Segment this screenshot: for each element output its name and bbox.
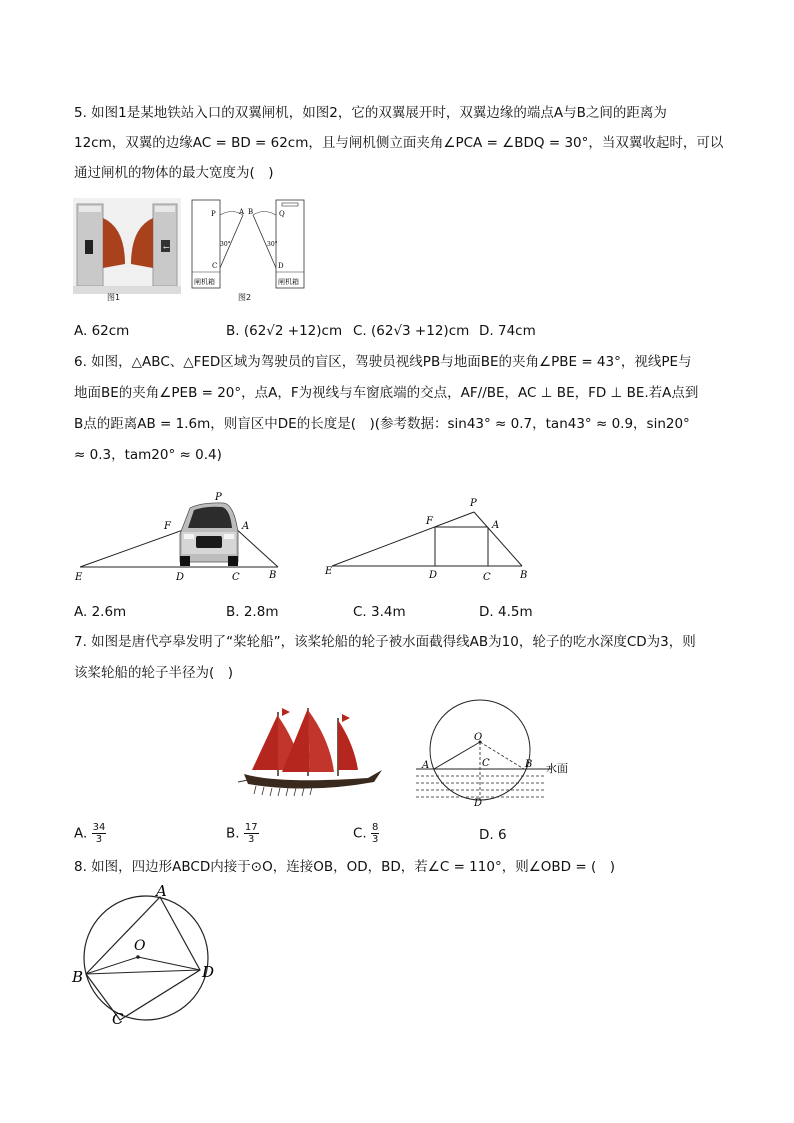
q6-option-b: B. 2.8m (226, 604, 279, 620)
q8-label-A: A (156, 884, 167, 900)
q8-label-D: D (202, 963, 215, 981)
q5-option-c: C. (62√3 +12)cm (353, 323, 470, 339)
q5-label-P: P (211, 210, 216, 218)
q7-option-c-numerator: 8 (372, 822, 379, 833)
q5-label-angle-left: 30° (220, 241, 231, 248)
q6-option-d: D. 4.5m (479, 604, 533, 620)
q7-option-c-letter: C. (353, 825, 367, 842)
q5-figure-1-turnstile (73, 198, 181, 294)
q5-option-b: B. (62√2 +12)cm (226, 323, 343, 339)
q7-line-2: 该桨轮船的轮子半径为( ) (74, 665, 234, 681)
q7-label-B: B (525, 759, 533, 770)
q6-car-label-D: D (176, 572, 185, 583)
q5-label-D: D (278, 262, 284, 270)
q7-option-d-letter: D. (479, 827, 494, 843)
q7-label-O: O (474, 732, 483, 743)
q7-option-d (479, 825, 507, 845)
q5-figure-2-diagram (186, 196, 306, 292)
q6-diag-label-E: E (325, 566, 333, 577)
q8-line-1: 8. 如图，四边形ABCD内接于⊙O，连接OB，OD，BD，若∠C = 110°，则∠OBD = ( ) (74, 859, 616, 875)
q5-label-box-right: 闸机箱 (278, 278, 299, 286)
q6-diag-label-B: B (520, 570, 528, 581)
q7-label-water: 水面 (546, 762, 568, 775)
q7-option-b-letter: B. (226, 825, 240, 842)
q7-option-a-numerator: 34 (92, 822, 106, 833)
q6-option-a: A. 2.6m (74, 604, 127, 620)
q7-figure-wheel-diagram (412, 698, 582, 808)
q7-option-c (353, 822, 379, 845)
q6-diag-label-D: D (429, 570, 438, 581)
q7-option-c-denominator: 3 (372, 834, 379, 845)
q6-car-label-P: P (215, 492, 222, 503)
q6-option-c: C. 3.4m (353, 604, 406, 620)
q7-line-1: 7. 如图是唐代亭皋发明了“桨轮船”，该桨轮船的轮子被水面截得线AB为10，轮子的吃水深度CD为3，则 (74, 634, 696, 650)
q5-label-Q: Q (279, 210, 285, 218)
q6-line-2: 地面BE的夹角∠PEB = 20°，点A，F为视线与车窗底端的交点，AF//BE，AC ⊥ BE，FD ⊥ BE.若A点到 (74, 385, 699, 401)
q7-option-a-letter: A. (74, 825, 88, 842)
q7-option-a (74, 822, 106, 845)
q5-label-angle-right: 30° (267, 241, 278, 248)
q7-label-D: D (474, 798, 483, 808)
q7-label-A: A (422, 760, 430, 771)
q5-label-C: C (212, 262, 218, 270)
q5-label-B: B (248, 208, 254, 216)
q6-figure-car (72, 488, 284, 584)
q8-label-B: B (72, 968, 84, 986)
q5-line-1: 5. 如图1是某地铁站入口的双翼闸机，如图2，它的双翼展开时，双翼边缘的端点A与B之间的距离为 (74, 105, 667, 121)
q7-option-b-denominator: 3 (248, 834, 255, 845)
q5-label-A: A (239, 208, 245, 216)
svg-text:←: ← (163, 243, 170, 252)
q5-option-a: A. 62cm (74, 323, 130, 339)
q7-option-b-numerator: 17 (244, 822, 258, 833)
q5-figure-1-caption: 图1 (107, 293, 121, 302)
q6-car-label-A: A (242, 521, 250, 532)
q6-figure-diagram (322, 494, 534, 586)
q8-label-O: O (134, 938, 146, 954)
q6-diag-label-A: A (492, 520, 500, 531)
q5-option-d: D. 74cm (479, 323, 536, 339)
q6-car-label-B: B (269, 570, 277, 581)
q5-line-3: 通过闸机的物体的最大宽度为( ) (74, 165, 274, 181)
q7-option-a-denominator: 3 (95, 834, 103, 845)
q6-diag-label-P: P (470, 498, 477, 509)
q7-label-C: C (482, 758, 490, 769)
q6-line-4: ≈ 0.3，tam20° ≈ 0.4) (74, 447, 222, 463)
q7-option-b (226, 822, 259, 845)
q6-car-label-E: E (75, 572, 83, 583)
q7-figure-paddle-ship (238, 704, 386, 800)
q6-car-label-F: F (164, 521, 171, 532)
q6-diag-label-F: F (426, 516, 433, 527)
q6-diag-label-C: C (483, 572, 491, 583)
q6-car-label-C: C (232, 572, 240, 583)
q7-option-d-value: 6 (497, 827, 507, 843)
q5-figure-2-caption: 图2 (238, 293, 252, 302)
q8-label-C: C (112, 1010, 124, 1026)
q6-line-3: B点的距离AB = 1.6m，则盲区中DE的长度是( )(参考数据：sin43° ≈ 0.7，tan43° ≈ 0.9，sin20° (74, 416, 690, 432)
q6-line-1: 6. 如图，△ABC、△FED区域为驾驶员的盲区，驾驶员视线PB与地面BE的夹角∠PBE = 43°，视线PE与 (74, 354, 692, 370)
q8-figure-cyclic-quadrilateral (70, 884, 220, 1026)
q5-label-box-left: 闸机箱 (194, 278, 215, 286)
q5-line-2: 12cm，双翼的边缘AC = BD = 62cm，且与闸机侧立面夹角∠PCA = ∠BDQ = 30°，当双翼收起时，可以 (74, 135, 724, 151)
